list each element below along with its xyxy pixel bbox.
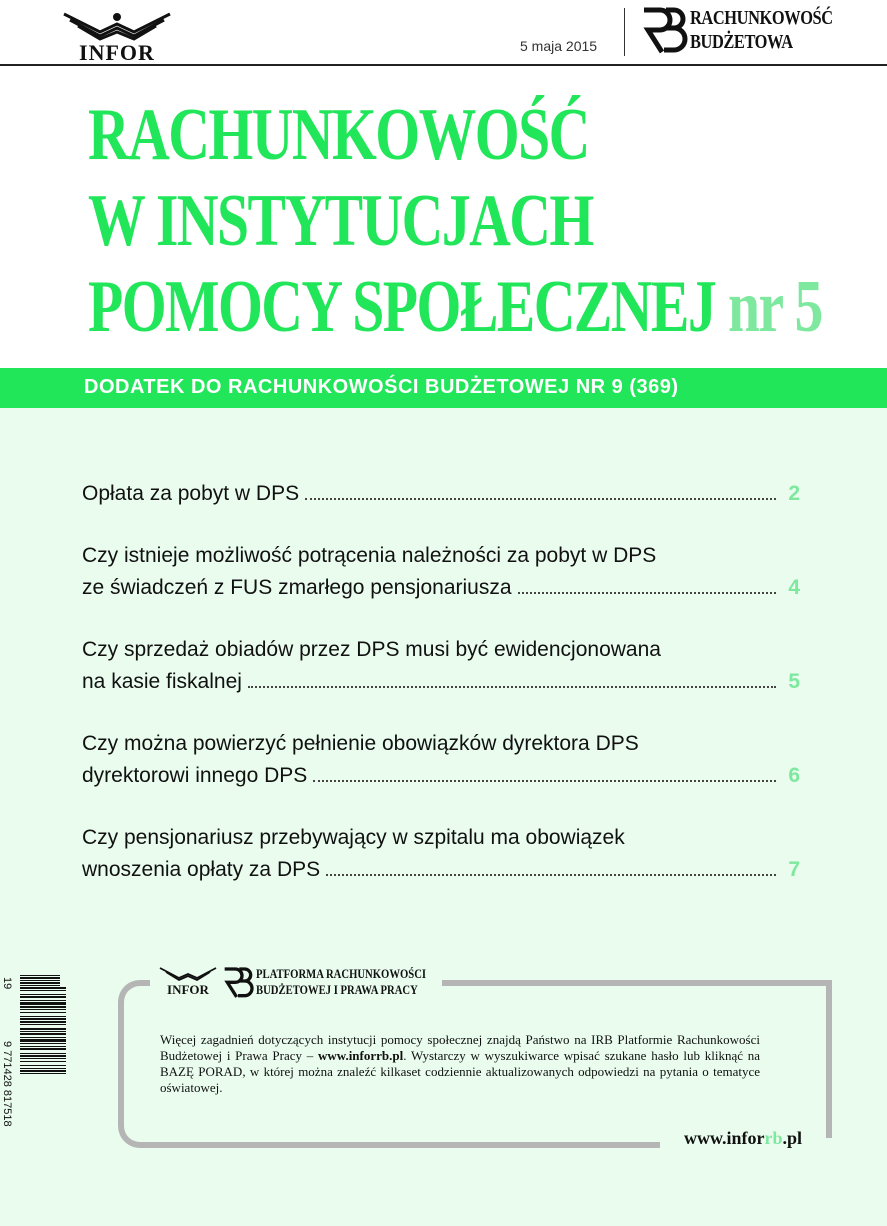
toc-item[interactable] [82,728,800,792]
barcode-addon-bar [20,982,60,984]
issue-date: 5 maja 2015 [520,38,598,54]
journal-name-line2: BUDŻETOWA [690,31,793,53]
toc-leader-dots [518,592,776,594]
toc-leader-dots [305,498,776,500]
platform-name-line1: PLATFORMA RACHUNKOWOŚCI [256,966,427,981]
supplement-text: DODATEK DO RACHUNKOWOŚCI BUDŻETOWEJ NR 9 (369) [84,376,679,398]
issue-title [88,92,822,350]
barcode-bar [20,1073,66,1074]
toc-page-number: 5 [788,670,800,693]
barcode-bar [20,1031,66,1032]
toc-item-last-line [82,572,800,604]
website-prefix: www.infor [684,1128,765,1148]
info-link[interactable]: www.inforrb.pl [318,1048,404,1063]
barcode-bar [20,1002,66,1005]
barcode-bar [20,1009,66,1010]
masthead [0,0,887,66]
barcode-bar [20,1037,66,1038]
toc-item-title: ze świadczeń z FUS zmarłego pensjonariusza [82,576,512,599]
toc-item[interactable] [82,634,800,698]
barcode-bar [20,990,66,991]
barcode-bar [20,1058,66,1059]
journal-name-line1: RACHUNKOWOŚĆ [690,7,833,29]
toc-page-number: 2 [788,482,800,505]
toc-item-title: na kasie fiskalnej [82,670,242,693]
barcode-bar [20,1039,66,1042]
toc-item-title-line: Czy można powierzyć pełnienie obowiązków dyrektora DPS [82,732,639,755]
infor-logo-text: INFOR [79,40,155,65]
barcode-bar [20,1061,66,1062]
barcode-bar [20,1070,66,1072]
barcode-bar [20,1018,66,1020]
title-line2: W INSTYTUCJACH [88,180,593,262]
toc-item-title: Opłata za pobyt w DPS [82,482,300,505]
barcode-bar [20,1028,66,1030]
toc-item-title-line: Czy pensjonariusz przebywający w szpitalu ma obowiązek [82,826,625,849]
toc-leader-dots [248,686,776,688]
toc-item-last-line [82,854,800,886]
table-of-contents [82,478,800,916]
infor-wing-icon [60,10,174,40]
toc-item-title-line: Czy istnieje możliwość potrącenia należności za pobyt w DPS [82,544,657,567]
issue-number: nr 5 [728,266,822,348]
rb-mark-small-icon [222,966,254,1000]
barcode-bar [20,996,66,998]
barcode-bar [20,1033,66,1035]
info-text-end: . Wystarczy w wyszukiwarce wpisać szukane hasło lub kliknąć na BAZĘ PORAD, w której można znaleźć kilkaset codziennie aktualizowanych odpowiedzi na pytania o tematyce oświatowej. [160,1048,760,1095]
barcode-bar [20,1055,66,1057]
barcode-bar [20,1024,66,1025]
title-line3 [88,264,822,350]
barcode-addon-bar [20,985,60,986]
journal-name [690,6,833,54]
title-line3-text: POMOCY SPOŁECZNEJ [88,266,716,348]
platform-logo [158,966,438,1002]
toc-item-title: wnoszenia opłaty za DPS [82,858,321,881]
barcode-addon-bar [20,977,60,979]
toc-item-last-line [82,666,800,698]
platform-name-line2: BUDŻETOWEJ I PRAWA PRACY [256,982,418,997]
platform-box-frame-right [826,980,832,1148]
barcode-addon: 19 [1,977,13,990]
toc-page-number: 7 [788,858,800,881]
rachunkowosc-budzetowa-logo [640,6,880,56]
title-line1: RACHUNKOWOŚĆ [88,94,589,176]
platform-infor-logo [158,966,218,1000]
platform-infor-text: INFOR [167,982,209,997]
toc-item-last-line [82,478,800,510]
barcode-bar [20,987,66,989]
infor-logo [58,10,176,65]
barcode-bar [20,1006,66,1008]
toc-item[interactable] [82,540,800,604]
barcode-bar [20,994,66,995]
barcode-bar [20,1016,66,1017]
barcode-bar [20,1068,66,1069]
barcode-addon-bar [20,975,60,976]
platform-info-text [160,1032,760,1096]
toc-leader-dots [326,874,776,876]
barcode-addon-bar [20,980,60,981]
barcode-bar [20,1043,66,1044]
barcode-bar [20,1000,66,1001]
website-accent: rb [764,1128,783,1148]
barcode-number: 9 771428 817518 [1,1041,13,1127]
barcode-bar [20,1012,66,1013]
platform-name [256,966,426,998]
infor-wing-small-icon [158,966,218,982]
toc-leader-dots [313,780,776,782]
rb-mark-icon [640,6,688,56]
barcode [1,975,66,1150]
barcode-bar [20,1065,66,1066]
barcode-bar [20,1048,66,1050]
header-divider [624,8,625,56]
toc-item[interactable] [82,478,800,510]
info-text-start: Więcej zagadnień dotyczących instytucji pomocy społecznej znajdą Państwo na IRB Platformie Rachunkowości Budżetowej i Prawa Pracy – [160,1032,760,1063]
toc-item-title: dyrektorowi innego DPS [82,764,308,787]
toc-page-number: 4 [788,576,800,599]
toc-item[interactable] [82,822,800,886]
barcode-bar [20,1053,66,1054]
website-suffix: .pl [782,1128,803,1148]
barcode-bar [20,1046,66,1047]
toc-item-last-line [82,760,800,792]
toc-item-title-line: Czy sprzedaż obiadów przez DPS musi być ewidencjonowana [82,638,661,661]
barcode-bar [20,1021,66,1023]
website-url[interactable] [684,1128,802,1149]
toc-page-number: 6 [788,764,800,787]
